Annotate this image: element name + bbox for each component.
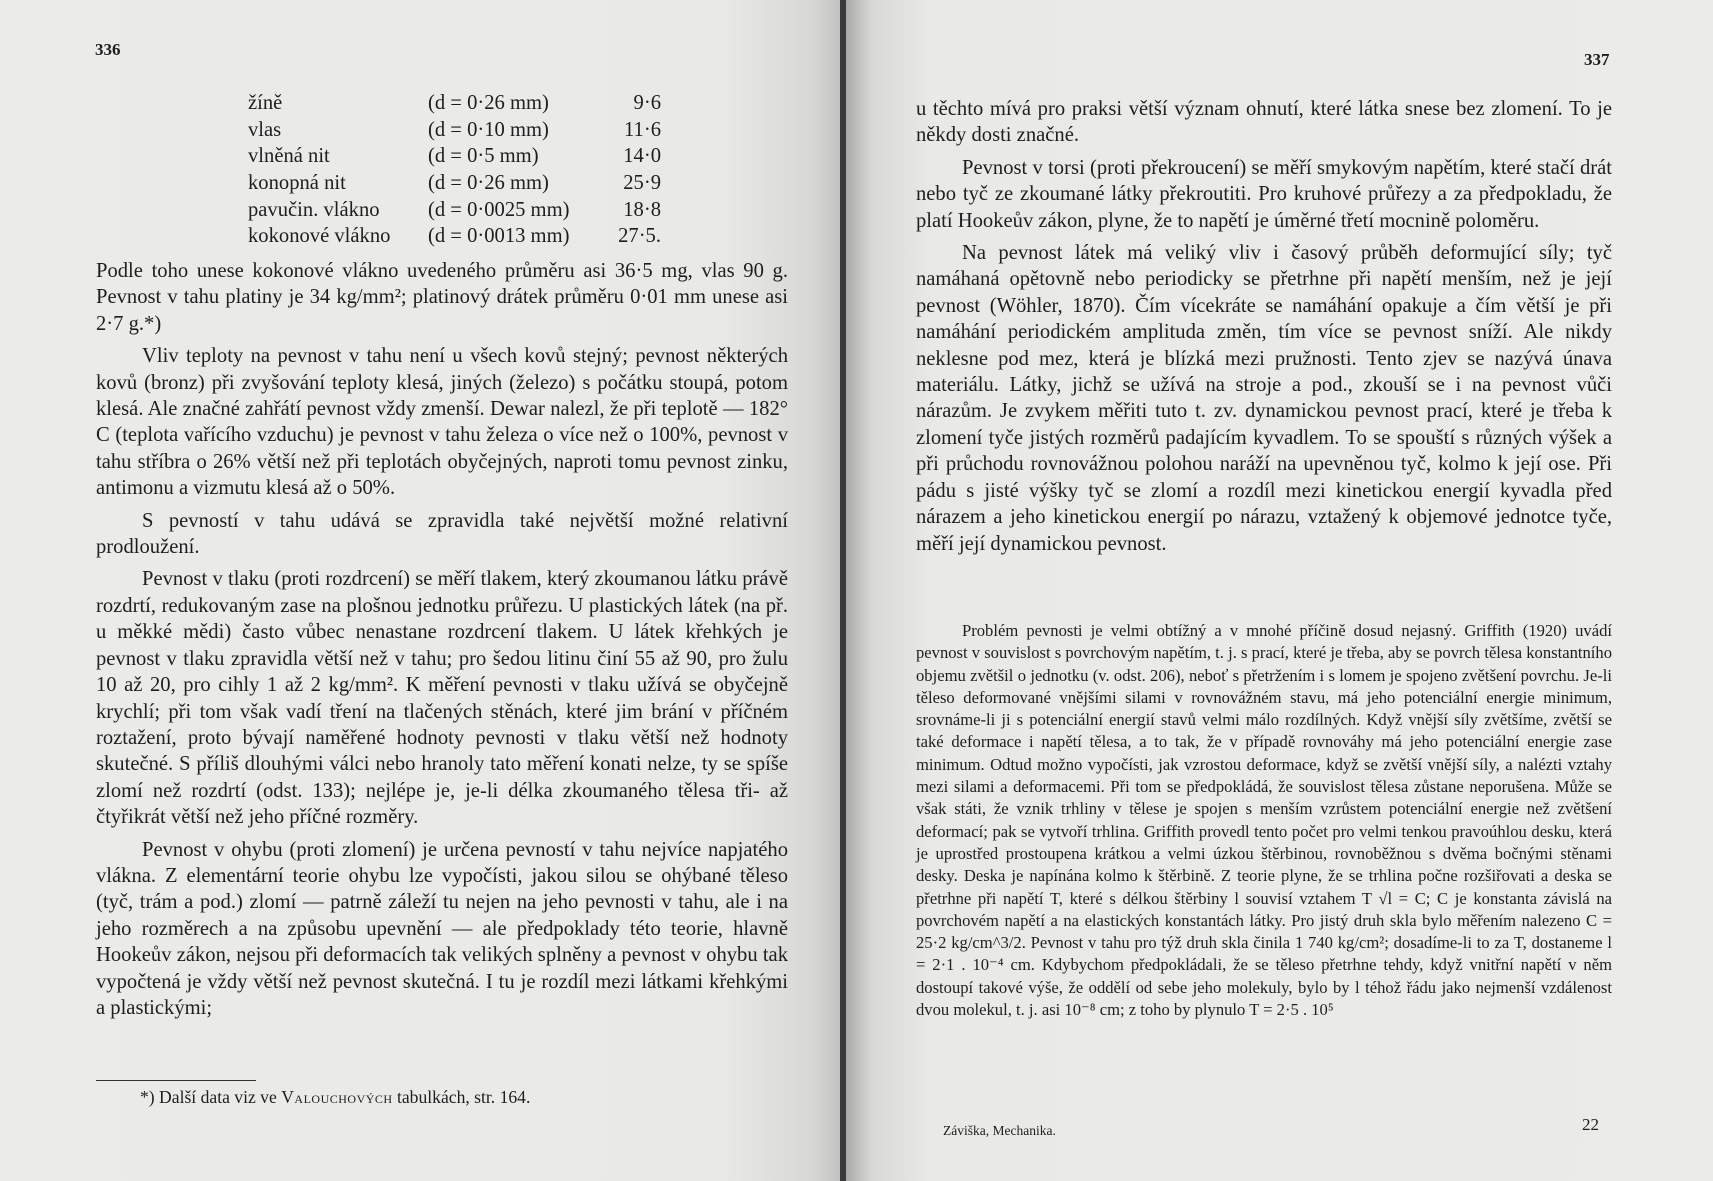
left-page bbox=[0, 0, 846, 1181]
page-number-right: 337 bbox=[1584, 50, 1610, 69]
body-paragraph: Vliv teploty na pevnost v tahu není u všech kovů stejný; pevnost některých kovů (bronz) při zvyšování teploty klesá, jiných (železo) s počátku stoupá, potom klesá. Ale značné zahřátí pevnost vždy zmenší. Dewar nalezl, že při teplotě — 182° C (teplota vařícího vzduchu) je pevnost v tahu železa o více než o 100%, pevnost v tahu stříbra o 26% větší než při teplotách obyčejných, naproti tomu pevnost zinku, antimonu a vizmutu klesá až o 50%. bbox=[96, 345, 788, 500]
body-paragraph: Pevnost v tlaku (proti rozdrcení) se měří tlakem, který zkoumanou látku právě rozdrtí, redukovaným zase na plošnou jednotku průřezu. U plastických látek (na př. u měkké mědi) často vůbec nenastane rozdrcení tlakem. U látek křehkých je pevnost v tlaku zpravidla větší než v tahu; pro šedou litinu činí 55 až 90, pro žulu 10 až 20, pro cihly 1 až 2 kg/mm². K měření pevnosti v tlaku užívá se obyčejně krychlí; při tom však vadí tření na tlačených stěnách, které jim brání v příčném roztažení, proto bývají naměřené hodnoty pevnosti v tlaku větší než hodnoty skutečné. S příliš dlouhými válci nebo hranoly tato měření konati nelze, ty se spíše zlomí než rozdrtí (odst. 133); nejlépe je, je-li délka zkoumaného tělesa tři- až čtyřikrát větší než jeho příčné rozměry. bbox=[96, 568, 788, 829]
fiber-strength-value: 11·6 bbox=[624, 118, 661, 141]
table-row bbox=[248, 170, 661, 197]
fiber-diameter: (d = 0·0025 mm) bbox=[428, 198, 570, 221]
fiber-strength-value: 14·0 bbox=[623, 145, 661, 168]
table-row bbox=[248, 143, 661, 170]
fiber-name: konopná nit bbox=[248, 171, 346, 194]
body-paragraph: Pevnost v torsi (proti překroucení) se měří smykovým napětím, které stačí drát nebo tyč ze zkoumané látky překroutiti. Pro kruhové průřezy a za předpokladu, že platí Hookeův zákon, plyne, že to napětí je úměrné třetí mocnině poloměru. bbox=[916, 156, 1612, 232]
left-body-text bbox=[96, 258, 788, 1027]
fiber-name: vlas bbox=[248, 118, 282, 141]
body-paragraph: S pevností v tahu udává se zpravidla také největší možné relativní prodloužení. bbox=[96, 509, 788, 559]
signature-number: 22 bbox=[1582, 1115, 1599, 1134]
fiber-name: žíně bbox=[248, 91, 283, 114]
fiber-name: pavučin. vlákno bbox=[248, 198, 380, 221]
small-print-section bbox=[916, 620, 1612, 1021]
fiber-diameter: (d = 0·5 mm) bbox=[428, 145, 539, 168]
fiber-strength-value: 18·8 bbox=[623, 198, 661, 221]
fiber-diameter: (d = 0·0013 mm) bbox=[428, 225, 570, 248]
book-footer: Záviška, Mechanika. bbox=[943, 1123, 1056, 1138]
right-page bbox=[846, 0, 1713, 1181]
body-paragraph: Podle toho unese kokonové vlákno uvedeného průměru asi 36·5 mg, vlas 90 g. Pevnost v tahu platiny je 34 kg/mm²; platinový drátek průměru 0·01 mm unese asi 2·7 g.*) bbox=[96, 260, 788, 335]
fiber-strength-value: 27·5. bbox=[618, 225, 661, 248]
footnote-rule bbox=[96, 1080, 256, 1081]
page-number-left: 336 bbox=[95, 40, 121, 59]
table-row bbox=[248, 197, 661, 224]
fiber-strength-table bbox=[248, 90, 661, 250]
body-paragraph: Pevnost v ohybu (proti zlomení) je určena pevností v tahu nejvíce napjatého vlákna. Z elementární teorie ohybu lze vypočísti, jakou silou se ohýbané těleso (tyč, trám a pod.) zlomí — patrně záleží tu nejen na jeho pevnosti v tahu, ale i na jeho rozměrech a na způsobu upevnění — ale předpoklady této teorie, hlavně Hookeův zákon, nejsou při deformacích tak velikých splněny a pevnost v ohybu tak vypočtená je vždy větší než pevnost skutečná. I tu je rozdíl mezi látkami křehkými a plastickými; bbox=[96, 838, 788, 1019]
footnote-name: Valouchových bbox=[281, 1087, 393, 1107]
fiber-diameter: (d = 0·10 mm) bbox=[428, 118, 549, 141]
footnote-suffix: tabulkách, str. 164. bbox=[396, 1087, 531, 1107]
table-row bbox=[248, 117, 661, 144]
table-row bbox=[248, 223, 661, 250]
table-row bbox=[248, 90, 661, 117]
right-body-text bbox=[916, 96, 1612, 563]
body-paragraph: u těchto mívá pro praksi větší význam ohnutí, které látka snese bez zlomení. To je někdy dosti značné. bbox=[916, 98, 1612, 147]
fiber-strength-value: 25·9 bbox=[623, 171, 661, 194]
fiber-diameter: (d = 0·26 mm) bbox=[428, 91, 549, 114]
fiber-name: kokonové vlákno bbox=[248, 225, 391, 248]
fiber-strength-value: 9·6 bbox=[633, 91, 661, 114]
footnote bbox=[140, 1087, 530, 1108]
small-paragraph: Problém pevnosti je velmi obtížný a v mnohé příčině dosud nejasný. Griffith (1920) uvádí pevnost v souvislost s povrchovým napětím, t. j. s prací, které je třeba, aby se povrch tělesa konstantního objemu zvětšil o jednotku (v. odst. 206), neboť s přetržením i s lomem je spojeno zvětšení povrchu. Je-li těleso deformované vnějšími silami v rovnovážném stavu, má jeho potenciální energie minimum, srovnáme-li ji s potenciální energií stavů velmi málo rozdílných. Když vnější síly zvětšíme, zvětší se také deformace i napětí tělesa, a to tak, že v případě rovnováhy má jeho potenciální energie zase minimum. Odtud možno vypočísti, jak vzrostou deformace, když se zvětší vnější síly, a nalézti vztahy mezi silami a deformacemi. Při tom se předpokládá, že souvislost tělesa zůstane neporušena. Může se však státi, že vznik trhliny v tělese je spojen s menším vzrůstem potenciální energie než zvětšení deformací; pak se vytvoří trhlina. Griffith provedl tento počet pro velmi tenkou pravoúhlou desku, která je uprostřed prostoupena krátkou a velmi úzkou štěrbinou, rovnoběžnou s dvěma bočnými stěnami desky. Deska je napínána kolmo k štěrbině. Z teorie plyne, že se trhlina počne rozšiřovati a deska se přetrhne při napětí T, které s délkou štěrbiny l souvisí vztahem T √l = C; C je konstanta závislá na povrchovém napětí a na elastických konstantách látky. Pro jistý druh skla bylo měřením nalezeno C = 25·2 kg/cm^3/2. Pevnost v tahu pro týž druh skla činila 1 740 kg/cm²; dosadíme-li to za T, dostaneme l = 2·1 . 10⁻⁴ cm. Kdybychom předpokládali, že se těleso přetrhne tehdy, když vnitřní napětí v něm dostoupí takové výše, že oddělí od sebe jeho molekuly, bylo by l téhož řádu jako nejmenší vzdálenost dvou molekul, t. j. asi 10⁻⁸ cm; z toho by plynulo T = 2·5 . 10⁵ bbox=[916, 621, 1612, 1020]
fiber-diameter: (d = 0·26 mm) bbox=[428, 171, 549, 194]
body-paragraph: Na pevnost látek má veliký vliv i časový průběh deformující síly; tyč namáhaná opětovně nebo periodicky se přetrhne při napětí menším, než je její pevnost (Wöhler, 1870). Čím vícekráte se namáhání opakuje a čím větší je při namáhání periodickém amplituda změn, tím více se pevnost sníží. Ale nikdy neklesne pod mez, která je blízká mezi pružnosti. Tento zjev se nazývá únava materiálu. Látky, jichž se užívá na stroje a pod., zkouší se i na pevnost vůči nárazům. Je zvykem měřiti tuto t. zv. dynamickou pevnost prací, které je třeba k zlomení tyče jistých rozměrů padajícím kyvadlem. To se spouští s různých výšek a při průchodu rovnovážnou polohou naráží na upevněnou tyč, kolmo k její ose. Při pádu s jisté výšky tyč se zlomí a rozdíl mezi kinetickou energií kyvadla před nárazem a jeho kinetickou energií po nárazu, vztažený k objemové jednotce tyče, měří její dynamickou pevnost. bbox=[916, 242, 1612, 555]
fiber-name: vlněná nit bbox=[248, 145, 330, 168]
footnote-prefix: *) Další data viz ve bbox=[140, 1087, 277, 1107]
